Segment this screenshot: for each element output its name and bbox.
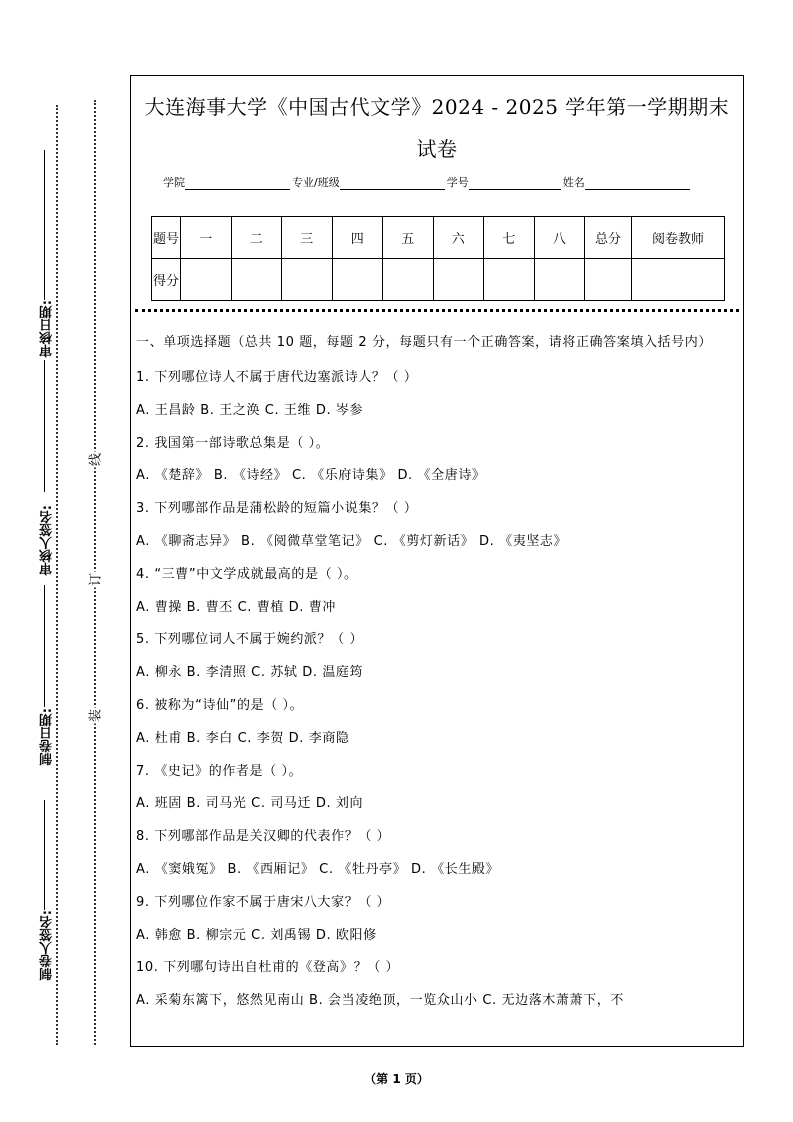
col-8: 八 [534,217,585,259]
name-field[interactable] [585,177,690,190]
question-2: 2. 我国第一部诗歌总集是（ ）。 [136,435,330,451]
score-cell[interactable] [484,259,535,301]
question-7: 7. 《史记》的作者是（ ）。 [136,763,303,779]
student-id-field[interactable] [469,177,561,190]
question-7-options: A. 班固 B. 司马光 C. 司马迁 D. 刘向 [136,796,364,812]
score-cell[interactable] [534,259,585,301]
major-field[interactable] [340,177,445,190]
row-label-question-no: 题号 [152,217,181,259]
name-label: 姓名 [562,176,585,189]
question-8: 8. 下列哪部作品是关汉卿的代表作？（ ） [136,829,391,845]
col-grader: 阅卷教师 [632,217,725,259]
question-9-options: A. 韩愈 B. 柳宗元 C. 刘禹锡 D. 欧阳修 [136,927,377,943]
question-4-options: A. 曹操 B. 曹丕 C. 曹植 D. 曹冲 [136,599,336,615]
page-number: （第 1 页） [364,1072,429,1086]
col-6: 六 [433,217,484,259]
reviewer-sign-blank[interactable] [44,360,45,492]
dotted-separator [135,309,739,312]
col-2: 二 [231,217,282,259]
score-cell[interactable] [332,259,383,301]
score-cell[interactable] [282,259,333,301]
exam-title: 大连海事大学《中国古代文学》2024 - 2025 学年第一学期期末试卷 [144,95,730,161]
question-5: 5. 下列哪位词人不属于婉约派？（ ） [136,632,364,648]
student-id-label: 学号 [446,176,469,189]
outer-dotted-line [56,105,58,1045]
score-cell[interactable] [231,259,282,301]
col-7: 七 [484,217,535,259]
binding-margin: 审核日期: 审核人签名: 制卷日期: 制卷人签名: 线 订 装 [0,0,120,1122]
question-5-options: A. 柳永 B. 李清照 C. 苏轼 D. 温庭筠 [136,665,364,681]
student-info-row [163,174,692,190]
question-2-options: A. 《楚辞》 B. 《诗经》 C. 《乐府诗集》 D. 《全唐诗》 [136,468,486,484]
college-label: 学院 [163,176,185,189]
col-1: 一 [181,217,232,259]
review-date-blank[interactable] [44,150,45,300]
question-6-options: A. 杜甫 B. 李白 C. 李贺 D. 李商隐 [136,730,350,746]
score-cell[interactable] [383,259,434,301]
question-9: 9. 下列哪位作家不属于唐宋八大家？（ ） [136,894,391,910]
binding-char-zhuang: 装 [85,708,104,724]
exam-frame [130,75,744,1047]
score-cell[interactable] [433,259,484,301]
question-1: 1. 下列哪位诗人不属于唐代边塞派诗人？（ ） [136,370,418,385]
made-date-blank[interactable] [44,585,45,707]
question-3: 3. 下列哪部作品是蒲松龄的短篇小说集？（ ） [136,501,418,517]
score-cell-grader[interactable] [632,259,725,301]
score-cell[interactable] [181,259,232,301]
col-5: 五 [383,217,434,259]
maker-sign-blank[interactable] [44,800,45,910]
section-1 [136,332,737,1018]
score-table-header-row [152,217,725,259]
col-4: 四 [332,217,383,259]
question-8-options: A. 《窦娥冤》 B. 《西厢记》 C. 《牡丹亭》 D. 《长生殿》 [136,861,500,877]
question-10: 10. 下列哪句诗出自杜甫的《登高》？（ ） [136,960,400,976]
score-table [151,216,725,301]
binding-char-ding: 订 [85,572,104,588]
college-field[interactable] [185,177,290,190]
row-label-score: 得分 [152,259,181,301]
question-10-options: A. 采菊东篱下，悠然见南山 B. 会当凌绝顶，一览众山小 C. 无边落木萧萧下，不 [136,993,624,1009]
binding-char-line: 线 [85,452,104,468]
major-label: 专业/班级 [292,176,340,189]
question-1-options: A. 王昌龄 B. 王之涣 C. 王维 D. 岑参 [136,402,364,418]
col-3: 三 [282,217,333,259]
question-6: 6. 被称为“诗仙”的是（ ）。 [136,697,304,713]
question-4: 4. “三曹”中文学成就最高的是（ ）。 [136,566,358,582]
score-cell-total[interactable] [585,259,632,301]
section-1-instruction: 一、单项选择题（总共 10 题，每题 2 分，每题只有一个正确答案，请将正确答案填入括号内） [136,335,712,350]
score-table-score-row [152,259,725,301]
col-total: 总分 [585,217,632,259]
question-3-options: A. 《聊斋志异》 B. 《阅微草堂笔记》 C. 《剪灯新话》 D. 《夷坚志》 [136,533,568,549]
